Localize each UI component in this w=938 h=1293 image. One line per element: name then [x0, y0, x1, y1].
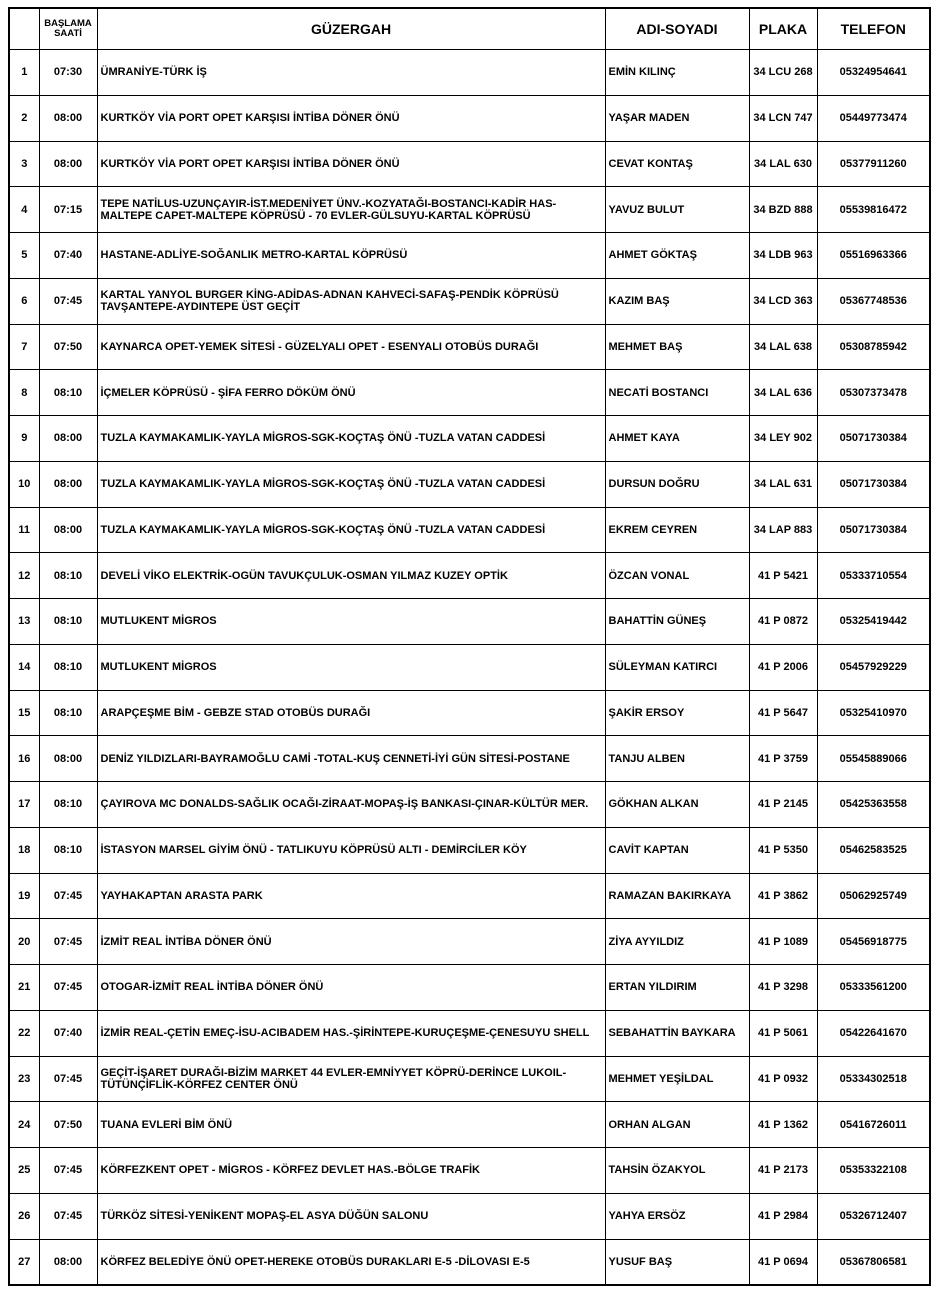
driver-name: DURSUN DOĞRU: [605, 461, 749, 507]
start-time: 07:45: [39, 1193, 97, 1239]
table-row: [9, 599, 930, 645]
header-start-time-line2: SAATİ: [54, 28, 82, 39]
header-no: [9, 8, 39, 50]
phone-number: 05449773474: [817, 95, 930, 141]
header-phone: TELEFON: [817, 8, 930, 50]
table-row: [9, 782, 930, 828]
table-row: [9, 736, 930, 782]
header-start-time: [39, 8, 97, 50]
route-description: GEÇİT-İŞARET DURAĞI-BİZİM MARKET 44 EVLER-EMNİYYET KÖPRÜ-DERİNCE LUKOIL-TÜTÜNÇİFLİK-KÖRFEZ CENTER ÖNÜ: [97, 1056, 605, 1102]
license-plate: 41 P 5647: [749, 690, 817, 736]
table-row: [9, 278, 930, 324]
phone-number: 05071730384: [817, 416, 930, 462]
row-number: 8: [9, 370, 39, 416]
license-plate: 34 LCD 363: [749, 278, 817, 324]
row-number: 12: [9, 553, 39, 599]
license-plate: 41 P 1362: [749, 1102, 817, 1148]
license-plate: 34 LAL 631: [749, 461, 817, 507]
driver-name: MEHMET BAŞ: [605, 324, 749, 370]
start-time: 07:45: [39, 1148, 97, 1194]
table-row: [9, 1010, 930, 1056]
table-row: [9, 553, 930, 599]
row-number: 13: [9, 599, 39, 645]
header-row: [9, 8, 930, 50]
row-number: 1: [9, 50, 39, 96]
table-row: [9, 690, 930, 736]
license-plate: 41 P 1089: [749, 919, 817, 965]
phone-number: 05456918775: [817, 919, 930, 965]
table-row: [9, 827, 930, 873]
route-description: İZMİT REAL İNTİBA DÖNER ÖNÜ: [97, 919, 605, 965]
driver-name: YUSUF BAŞ: [605, 1239, 749, 1285]
phone-number: 05367806581: [817, 1239, 930, 1285]
license-plate: 34 LEY 902: [749, 416, 817, 462]
phone-number: 05545889066: [817, 736, 930, 782]
start-time: 07:15: [39, 187, 97, 233]
row-number: 7: [9, 324, 39, 370]
phone-number: 05457929229: [817, 644, 930, 690]
table-row: [9, 461, 930, 507]
start-time: 08:00: [39, 141, 97, 187]
route-description: OTOGAR-İZMİT REAL İNTİBA DÖNER ÖNÜ: [97, 965, 605, 1011]
start-time: 07:50: [39, 324, 97, 370]
start-time: 08:10: [39, 370, 97, 416]
table-row: [9, 1193, 930, 1239]
driver-name: ERTAN YILDIRIM: [605, 965, 749, 1011]
route-description: TUZLA KAYMAKAMLIK-YAYLA MİGROS-SGK-KOÇTAŞ ÖNÜ -TUZLA VATAN CADDESİ: [97, 461, 605, 507]
phone-number: 05422641670: [817, 1010, 930, 1056]
route-description: DEVELİ VİKO ELEKTRİK-OGÜN TAVUKÇULUK-OSMAN YILMAZ KUZEY OPTİK: [97, 553, 605, 599]
table-row: [9, 50, 930, 96]
table-row: [9, 1056, 930, 1102]
route-description: İSTASYON MARSEL GİYİM ÖNÜ - TATLIKUYU KÖPRÜSÜ ALTI - DEMİRCİLER KÖY: [97, 827, 605, 873]
table-row: [9, 324, 930, 370]
row-number: 9: [9, 416, 39, 462]
row-number: 26: [9, 1193, 39, 1239]
driver-name: ŞAKİR ERSOY: [605, 690, 749, 736]
row-number: 4: [9, 187, 39, 233]
row-number: 2: [9, 95, 39, 141]
start-time: 08:00: [39, 1239, 97, 1285]
route-description: ÇAYIROVA MC DONALDS-SAĞLIK OCAĞI-ZİRAAT-MOPAŞ-İŞ BANKASI-ÇINAR-KÜLTÜR MER.: [97, 782, 605, 828]
row-number: 16: [9, 736, 39, 782]
row-number: 18: [9, 827, 39, 873]
row-number: 11: [9, 507, 39, 553]
license-plate: 41 P 2145: [749, 782, 817, 828]
route-description: YAYHAKAPTAN ARASTA PARK: [97, 873, 605, 919]
route-description: TÜRKÖZ SİTESİ-YENİKENT MOPAŞ-EL ASYA DÜĞÜN SALONU: [97, 1193, 605, 1239]
start-time: 08:00: [39, 416, 97, 462]
route-description: TEPE NATİLUS-UZUNÇAYIR-İST.MEDENİYET ÜNV.-KOZYATAĞI-BOSTANCI-KADİR HAS-MALTEPE CAPET-MALTEPE KÖPRÜSÜ - 70 EVLER-GÜLSUYU-KARTAL KÖPRÜSÜ: [97, 187, 605, 233]
driver-name: GÖKHAN ALKAN: [605, 782, 749, 828]
header-plate: PLAKA: [749, 8, 817, 50]
phone-number: 05325410970: [817, 690, 930, 736]
license-plate: 34 LCN 747: [749, 95, 817, 141]
license-plate: 41 P 5061: [749, 1010, 817, 1056]
license-plate: 41 P 2984: [749, 1193, 817, 1239]
driver-name: TAHSİN ÖZAKYOL: [605, 1148, 749, 1194]
driver-name: TANJU ALBEN: [605, 736, 749, 782]
start-time: 08:10: [39, 644, 97, 690]
phone-number: 05416726011: [817, 1102, 930, 1148]
phone-number: 05377911260: [817, 141, 930, 187]
row-number: 21: [9, 965, 39, 1011]
row-number: 19: [9, 873, 39, 919]
route-description: İÇMELER KÖPRÜSÜ - ŞİFA FERRO DÖKÜM ÖNÜ: [97, 370, 605, 416]
route-description: TUANA EVLERİ BİM ÖNÜ: [97, 1102, 605, 1148]
service-route-table: [8, 7, 931, 1286]
phone-number: 05062925749: [817, 873, 930, 919]
start-time: 08:10: [39, 599, 97, 645]
row-number: 3: [9, 141, 39, 187]
phone-number: 05324954641: [817, 50, 930, 96]
route-description: TUZLA KAYMAKAMLIK-YAYLA MİGROS-SGK-KOÇTAŞ ÖNÜ -TUZLA VATAN CADDESİ: [97, 416, 605, 462]
table-row: [9, 1239, 930, 1285]
route-description: MUTLUKENT MİGROS: [97, 599, 605, 645]
row-number: 5: [9, 233, 39, 279]
start-time: 08:10: [39, 690, 97, 736]
table-row: [9, 141, 930, 187]
route-description: KURTKÖY VİA PORT OPET KARŞISI İNTİBA DÖNER ÖNÜ: [97, 95, 605, 141]
license-plate: 41 P 3298: [749, 965, 817, 1011]
license-plate: 34 LAL 636: [749, 370, 817, 416]
row-number: 20: [9, 919, 39, 965]
license-plate: 34 LCU 268: [749, 50, 817, 96]
start-time: 07:45: [39, 278, 97, 324]
header-route: GÜZERGAH: [97, 8, 605, 50]
license-plate: 34 LAL 638: [749, 324, 817, 370]
start-time: 07:50: [39, 1102, 97, 1148]
phone-number: 05353322108: [817, 1148, 930, 1194]
phone-number: 05308785942: [817, 324, 930, 370]
header-start-time-line1: BAŞLAMA: [44, 18, 92, 29]
route-description: KURTKÖY VİA PORT OPET KARŞISI İNTİBA DÖNER ÖNÜ: [97, 141, 605, 187]
route-description: KARTAL YANYOL BURGER KİNG-ADİDAS-ADNAN KAHVECİ-SAFAŞ-PENDİK KÖPRÜSÜ TAVŞANTEPE-AYDINTEPE ÜST GEÇİT: [97, 278, 605, 324]
driver-name: ORHAN ALGAN: [605, 1102, 749, 1148]
start-time: 08:00: [39, 461, 97, 507]
driver-name: SÜLEYMAN KATIRCI: [605, 644, 749, 690]
table-row: [9, 644, 930, 690]
license-plate: 34 LAP 883: [749, 507, 817, 553]
table-row: [9, 507, 930, 553]
start-time: 08:00: [39, 736, 97, 782]
driver-name: RAMAZAN BAKIRKAYA: [605, 873, 749, 919]
phone-number: 05425363558: [817, 782, 930, 828]
table-row: [9, 965, 930, 1011]
route-description: ÜMRANİYE-TÜRK İŞ: [97, 50, 605, 96]
driver-name: NECATİ BOSTANCI: [605, 370, 749, 416]
phone-number: 05334302518: [817, 1056, 930, 1102]
license-plate: 34 BZD 888: [749, 187, 817, 233]
driver-name: YAHYA ERSÖZ: [605, 1193, 749, 1239]
driver-name: CEVAT KONTAŞ: [605, 141, 749, 187]
driver-name: EMİN KILINÇ: [605, 50, 749, 96]
table-row: [9, 919, 930, 965]
license-plate: 41 P 5350: [749, 827, 817, 873]
start-time: 08:00: [39, 507, 97, 553]
route-description: ARAPÇEŞME BİM - GEBZE STAD OTOBÜS DURAĞI: [97, 690, 605, 736]
row-number: 10: [9, 461, 39, 507]
driver-name: SEBAHATTİN BAYKARA: [605, 1010, 749, 1056]
phone-number: 05071730384: [817, 461, 930, 507]
route-description: DENİZ YILDIZLARI-BAYRAMOĞLU CAMİ -TOTAL-KUŞ CENNETİ-İYİ GÜN SİTESİ-POSTANE: [97, 736, 605, 782]
driver-name: ZİYA AYYILDIZ: [605, 919, 749, 965]
row-number: 6: [9, 278, 39, 324]
table-body: [9, 50, 930, 1286]
route-description: KÖRFEZKENT OPET - MİGROS - KÖRFEZ DEVLET HAS.-BÖLGE TRAFİK: [97, 1148, 605, 1194]
route-description: İZMİR REAL-ÇETİN EMEÇ-İSU-ACIBADEM HAS.-ŞİRİNTEPE-KURUÇEŞME-ÇENESUYU SHELL: [97, 1010, 605, 1056]
license-plate: 34 LDB 963: [749, 233, 817, 279]
driver-name: EKREM CEYREN: [605, 507, 749, 553]
table-header: [9, 8, 930, 50]
start-time: 07:45: [39, 1056, 97, 1102]
phone-number: 05326712407: [817, 1193, 930, 1239]
start-time: 07:45: [39, 919, 97, 965]
start-time: 07:45: [39, 873, 97, 919]
row-number: 23: [9, 1056, 39, 1102]
route-description: KÖRFEZ BELEDİYE ÖNÜ OPET-HEREKE OTOBÜS DURAKLARI E-5 -DİLOVASI E-5: [97, 1239, 605, 1285]
start-time: 08:10: [39, 782, 97, 828]
driver-name: YAŞAR MADEN: [605, 95, 749, 141]
phone-number: 05539816472: [817, 187, 930, 233]
route-description: HASTANE-ADLİYE-SOĞANLIK METRO-KARTAL KÖPRÜSÜ: [97, 233, 605, 279]
license-plate: 41 P 2173: [749, 1148, 817, 1194]
license-plate: 41 P 0872: [749, 599, 817, 645]
license-plate: 34 LAL 630: [749, 141, 817, 187]
table-row: [9, 873, 930, 919]
start-time: 07:40: [39, 1010, 97, 1056]
phone-number: 05307373478: [817, 370, 930, 416]
table-row: [9, 187, 930, 233]
phone-number: 05071730384: [817, 507, 930, 553]
license-plate: 41 P 0932: [749, 1056, 817, 1102]
table-row: [9, 95, 930, 141]
route-description: TUZLA KAYMAKAMLIK-YAYLA MİGROS-SGK-KOÇTAŞ ÖNÜ -TUZLA VATAN CADDESİ: [97, 507, 605, 553]
row-number: 22: [9, 1010, 39, 1056]
start-time: 07:30: [39, 50, 97, 96]
phone-number: 05325419442: [817, 599, 930, 645]
license-plate: 41 P 3862: [749, 873, 817, 919]
driver-name: YAVUZ BULUT: [605, 187, 749, 233]
driver-name: AHMET GÖKTAŞ: [605, 233, 749, 279]
driver-name: AHMET KAYA: [605, 416, 749, 462]
license-plate: 41 P 3759: [749, 736, 817, 782]
driver-name: CAVİT KAPTAN: [605, 827, 749, 873]
phone-number: 05333710554: [817, 553, 930, 599]
start-time: 08:10: [39, 553, 97, 599]
table-row: [9, 1102, 930, 1148]
route-description: MUTLUKENT MİGROS: [97, 644, 605, 690]
row-number: 27: [9, 1239, 39, 1285]
row-number: 14: [9, 644, 39, 690]
license-plate: 41 P 0694: [749, 1239, 817, 1285]
row-number: 15: [9, 690, 39, 736]
table-row: [9, 233, 930, 279]
table-row: [9, 416, 930, 462]
row-number: 24: [9, 1102, 39, 1148]
phone-number: 05367748536: [817, 278, 930, 324]
row-number: 17: [9, 782, 39, 828]
driver-name: ÖZCAN VONAL: [605, 553, 749, 599]
driver-name: BAHATTİN GÜNEŞ: [605, 599, 749, 645]
start-time: 07:40: [39, 233, 97, 279]
start-time: 08:10: [39, 827, 97, 873]
table-row: [9, 1148, 930, 1194]
phone-number: 05516963366: [817, 233, 930, 279]
license-plate: 41 P 2006: [749, 644, 817, 690]
row-number: 25: [9, 1148, 39, 1194]
start-time: 08:00: [39, 95, 97, 141]
driver-name: KAZIM BAŞ: [605, 278, 749, 324]
driver-name: MEHMET YEŞİLDAL: [605, 1056, 749, 1102]
table-row: [9, 370, 930, 416]
start-time: 07:45: [39, 965, 97, 1011]
phone-number: 05333561200: [817, 965, 930, 1011]
phone-number: 05462583525: [817, 827, 930, 873]
license-plate: 41 P 5421: [749, 553, 817, 599]
header-name: ADI-SOYADI: [605, 8, 749, 50]
route-description: KAYNARCA OPET-YEMEK SİTESİ - GÜZELYALI OPET - ESENYALI OTOBÜS DURAĞI: [97, 324, 605, 370]
